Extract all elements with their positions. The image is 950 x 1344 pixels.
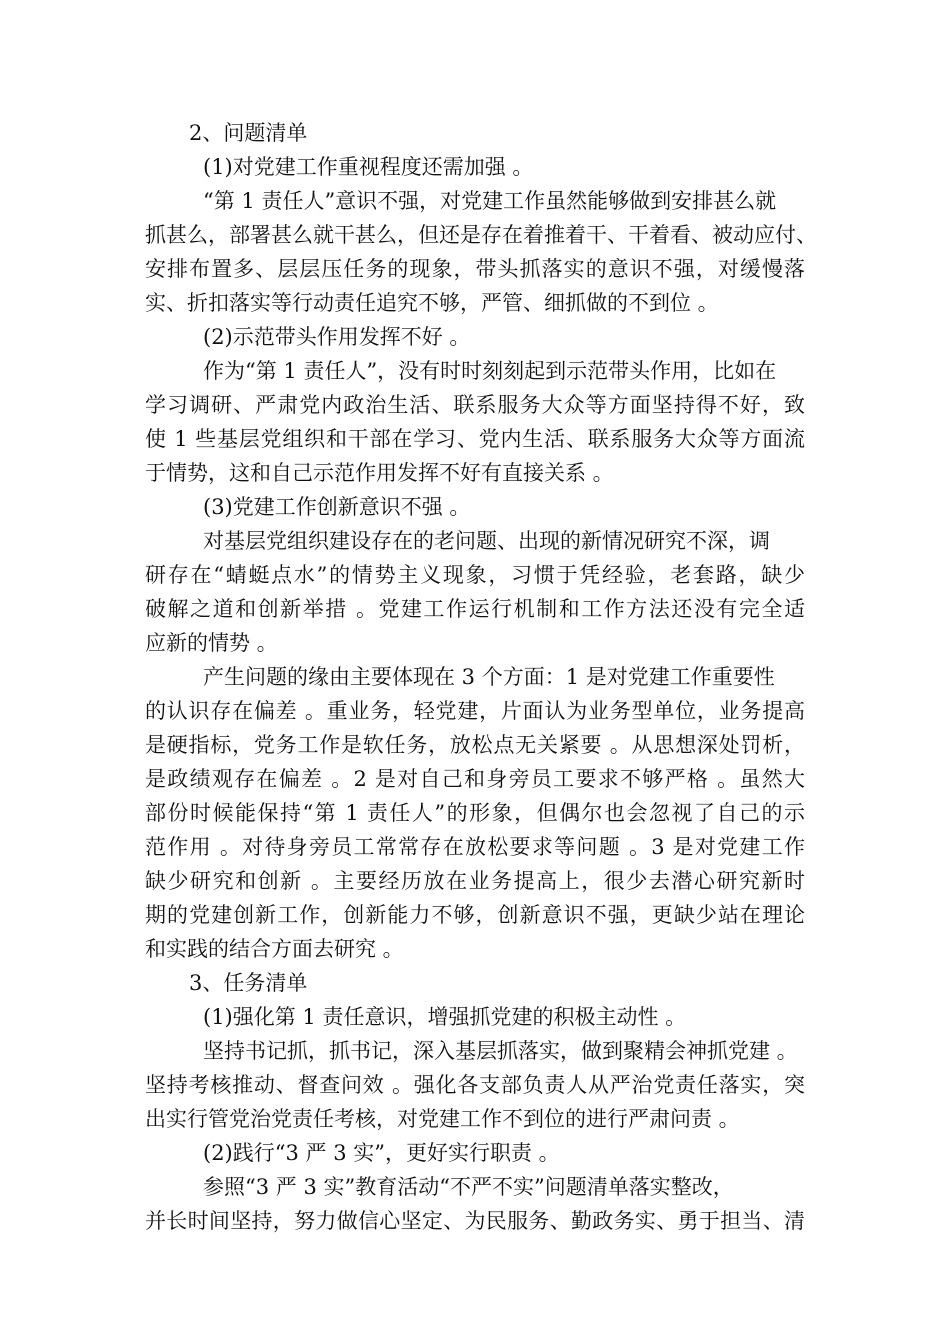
item-title: (1)对党建工作重视程度还需加强 。 — [203, 155, 534, 179]
paragraph-line: 出实行管党治党责任考核，对党建工作不到位的进行严肃问责 。 — [145, 1107, 740, 1131]
paragraph-line: 部份时候能保持“第 1 责任人”的形象，但偶尔也会忽视了自己的示 — [145, 801, 805, 825]
document-body — [145, 116, 817, 1238]
paragraph-line: 于情势，这和自己示范作用发挥不好有直接关系 。 — [145, 461, 614, 485]
paragraph-line: 安排布置多、层层压任务的现象，带头抓落实的意识不强，对缓慢落 — [145, 257, 805, 281]
item-title: (3)党建工作创新意识不强 。 — [203, 495, 471, 519]
paragraph-line: 研存在“蜻蜓点水”的情势主义现象，习惯于凭经验，老套路，缺少 — [145, 563, 805, 587]
item-title: (2)践行“3 严 3 实”，更好实行职责 。 — [203, 1141, 560, 1165]
paragraph-line: 范作用 。对待身旁员工常常存在放松要求等问题 。3 是对党建工作 — [145, 835, 805, 859]
paragraph-line: 和实践的结合方面去研究 。 — [145, 937, 404, 961]
item-title: (2)示范带头作用发挥不好 。 — [203, 325, 471, 349]
paragraph-line: 是硬指标，党务工作是软任务，放松点无关紧要 。从思想深处罚析， — [145, 733, 805, 757]
paragraph-line: 破解之道和创新举措 。党建工作运行机制和工作方法还没有完全适 — [145, 597, 805, 621]
paragraph-line: 坚持考核推动、督查问效 。强化各支部负责人从严治党责任落实，突 — [145, 1073, 805, 1097]
paragraph-line: 使 1 些基层党组织和干部在学习、党内生活、联系服务大众等方面流 — [145, 427, 805, 451]
paragraph-line: 坚持书记抓，抓书记，深入基层抓落实，做到聚精会神抓党建 。 — [203, 1039, 798, 1063]
paragraph-line: 参照“3 严 3 实”教育活动“不严不实”问题清单落实整改， — [203, 1175, 734, 1199]
paragraph-line: 对基层党组织建设存在的老问题、出现的新情况研究不深，调 — [203, 529, 770, 553]
section-heading: 2、问题清单 — [189, 121, 308, 145]
paragraph-line: 学习调研、严肃党内政治生活、联系服务大众等方面坚持得不好，致 — [145, 393, 805, 417]
paragraph-line: 的认识存在偏差 。重业务，轻党建，片面认为业务型单位，业务提高 — [145, 699, 805, 723]
paragraph-line: 缺少研究和创新 。主要经历放在业务提高上，很少去潜心研究新时 — [145, 869, 805, 893]
item-title: (1)强化第 1 责任意识，增强抓党建的积极主动性 。 — [203, 1005, 687, 1029]
section-heading: 3、任务清单 — [189, 971, 308, 995]
paragraph-line: 实、折扣落实等行动责任追究不够，严管、细抓做的不到位 。 — [145, 291, 719, 315]
paragraph-line: 应新的情势 。 — [145, 631, 278, 655]
paragraph-line: 是政绩观存在偏差 。2 是对自己和身旁员工要求不够严格 。虽然大 — [145, 767, 805, 791]
paragraph-line: 作为“第 1 责任人”，没有时时刻刻起到示范带头作用，比如在 — [203, 359, 777, 383]
paragraph-line: 抓甚么，部署甚么就干甚么，但还是存在着推着干、干着看、被动应付、 — [145, 223, 817, 247]
paragraph-line: 期的党建创新工作，创新能力不够，创新意识不强，更缺少站在理论 — [145, 903, 805, 927]
paragraph-line: 并长时间坚持，努力做信心坚定、为民服务、勤政务实、勇于担当、清 — [145, 1209, 805, 1233]
paragraph-line: 产生问题的缘由主要体现在 3 个方面：1 是对党建工作重要性 — [203, 665, 775, 689]
paragraph-line: “第 1 责任人”意识不强，对党建工作虽然能够做到安排甚么就 — [203, 189, 777, 213]
